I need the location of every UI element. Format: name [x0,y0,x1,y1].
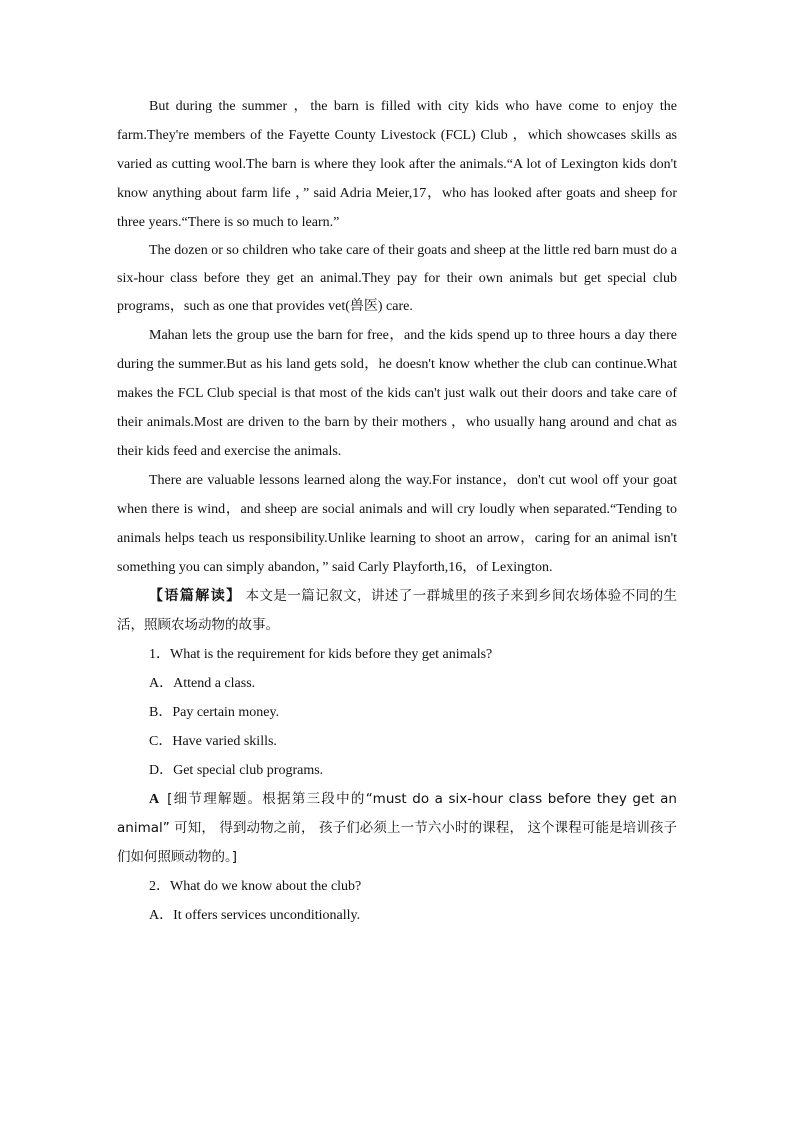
passage-paragraph-4: There are valuable lessons learned along the way.For instance，don't cut wool off your goat when there is wind，and sheep are social animals and will cry loudly when separated.“Tending to animals helps teach us responsibility.Unlike learning to shoot an arrow，caring for an animal isn't something you can simply abandon，” said Carly Playforth,16，of Lexington. [117,473,677,575]
question-1-stem: 1．What is the requirement for kids before they get animals? [149,647,493,662]
question-1-option-a: A．Attend a class. [149,676,256,691]
passage-paragraph-2: The dozen or so children who take care of their goats and sheep at the little red barn must do a six-hour class before they get an animal.They pay for their own animals but get special club programs，such as one that provides vet(兽医) care. [117,243,677,314]
question-2-stem: 2．What do we know about the club? [149,879,362,894]
passage-paragraph-1: But during the summer ，the barn is filled with city kids who have come to enjoy the farm.They're members of the Fayette County Livestock (FCL) Club ，which showcases skills as varied as cutting wool.The barn is where they look after the animals.“A lot of Lexington kids don't know anything about farm life ，” said Adria Meier,17，who has looked after goats and sheep for three years.“There is so much to learn.” [117,99,677,230]
analysis-tag: 【语篇解读】 [149,588,242,604]
question-1-answer [117,785,677,872]
question-1-answer-letter: A [149,792,160,807]
document-page [117,92,677,930]
question-2-option-a: A．It offers services unconditionally. [149,908,361,923]
analysis-text: 本文是一篇记叙文，讲述了一群城里的孩子来到乡间农场体验不同的生活，照顾农场动物的故事。 [117,588,678,633]
question-1-answer-explanation: [细节理解题。根据第三段中的“must do a six-hour class before they get an animal” 可知， 得到动物之前， 孩子们必须上一节六小时的课程， 这个课程可能是培训孩子们如何照顾动物的。] [117,791,677,865]
question-1-option-c: C．Have varied skills. [149,734,277,749]
passage-analysis [117,582,677,640]
passage-paragraph-3: Mahan lets the group use the barn for free，and the kids spend up to three hours a day there during the summer.But as his land gets sold，he doesn't know whether the club can continue.What makes the FCL Club special is that most of the kids can't just walk out their doors and take care of their animals.Most are driven to the barn by their mothers ，who usually hang around and chat as their kids feed and exercise the animals. [117,328,677,459]
question-1-option-b: B．Pay certain money. [149,705,280,720]
question-1-option-d: D．Get special club programs. [149,763,324,778]
